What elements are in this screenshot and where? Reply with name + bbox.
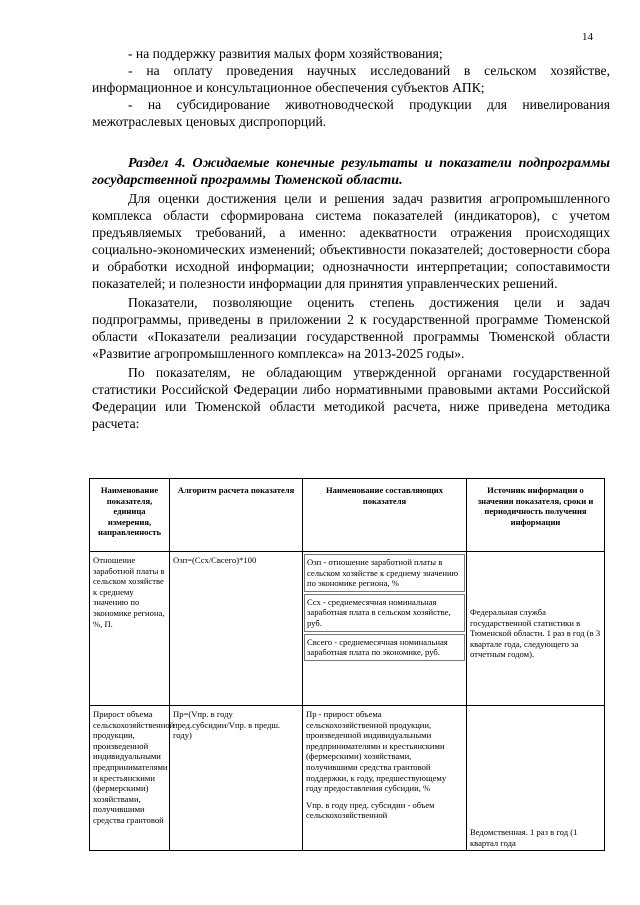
source-text: Ведомственная. 1 раз в год (1 квартал года: [470, 827, 578, 848]
header-cell: Наименование показателя, единица измерения, направленность: [90, 479, 170, 552]
source-cell: [467, 706, 605, 851]
component-item: Свсего - среднемесячная номинальная заработная плата по экономике, руб.: [304, 634, 465, 661]
paragraph: Показатели, позволяющие оценить степень достижения цели и задач подпрограммы, приведены в приложении 2 к государственной программе Тюменской области «Показатели реализации государственной программы Тюменской области «Развитие агропромышленного комплекса» на 2013-2025 годы».: [92, 295, 610, 361]
header-cell: Источник информации о значении показателя, сроки и периодичность получения информации: [467, 479, 605, 552]
body-text: [92, 190, 610, 432]
indicator-name-cell: Прирост объема сельскохозяйственной продукции, произведенной индивидуальными предпринимателями и крестьянскими (фермерскими) хозяйствами, получившими средства грантовой: [90, 706, 170, 851]
component-item: Озп - отношение заработной платы в сельском хозяйстве к среднему значению по экономике региона, %: [304, 554, 465, 592]
table-header-row: [90, 479, 605, 552]
component-item: Vпр. в году пред. субсидии - объем сельскохозяйственной: [306, 799, 435, 821]
source-text: Федеральная служба государственной статистики в Тюменской области. 1 раз в год (в 3 квартале года, следующего за отчетным годом).: [470, 607, 601, 660]
section-heading: Раздел 4. Ожидаемые конечные результаты и показатели подпрограммы государственной программы Тюменской области.: [92, 156, 610, 188]
component-item: Пр - прирост объема сельскохозяйственной продукции, произведенной индивидуальными предпринимателями и крестьянскими (фермерскими) хозяйствами, получившими средства грантовой поддержки, к году, предшествующему году предоставления субсидии, %: [306, 709, 447, 794]
table-row: [90, 706, 605, 851]
paragraph: Для оценки достижения цели и решения задач развития агропромышленного комплекса области сформирована система показателей (индикаторов), с учетом предъявляемых требований, а именно: адекватности отражения происходящих социально-экономических изменений; объективности показателей; достоверности сбора и обработки исходной информации; однозначности интерпретации; сопоставимости показателей; и полезности информации для принятия управленческих решений.: [92, 191, 610, 291]
indicator-name-cell: Отношение заработной платы в сельском хозяйстве к среднему значению по экономике региона, %, П.: [90, 552, 170, 706]
header-cell: Алгоритм расчета показателя: [170, 479, 303, 552]
header-cell: Наименование составляющих показателя: [303, 479, 467, 552]
components-cell: [303, 706, 467, 851]
formula-cell: Пр=(Vпр. в году пред.субсидии/Vпр. в предш. году): [170, 706, 303, 851]
components-cell: [303, 552, 467, 706]
list-item: - на оплату проведения научных исследований в сельском хозяйстве, информационное и консультационное обеспечения субъектов АПК;: [92, 63, 610, 95]
component-item: Ссх - среднемесячная номинальная заработная плата в сельском хозяйстве, руб.: [304, 594, 465, 632]
list-item: - на поддержку развития малых форм хозяйствования;: [128, 46, 443, 61]
source-cell: [467, 552, 605, 706]
list-item: - на субсидирование животноводческой продукции для нивелирования межотраслевых ценовых диспропорций.: [92, 97, 610, 129]
table-row: [90, 552, 605, 706]
list-block: [92, 45, 610, 130]
paragraph: По показателям, не обладающим утвержденной органами государственной статистики Российской Федерации либо нормативными правовыми актами Российской Федерации или Тюменской области методикой расчета, ниже приведена методика расчета:: [92, 365, 610, 431]
methodology-table: [89, 478, 605, 851]
formula-cell: Озп=(Ссх/Свсего)*100: [170, 552, 303, 706]
page-number: 14: [582, 31, 593, 43]
